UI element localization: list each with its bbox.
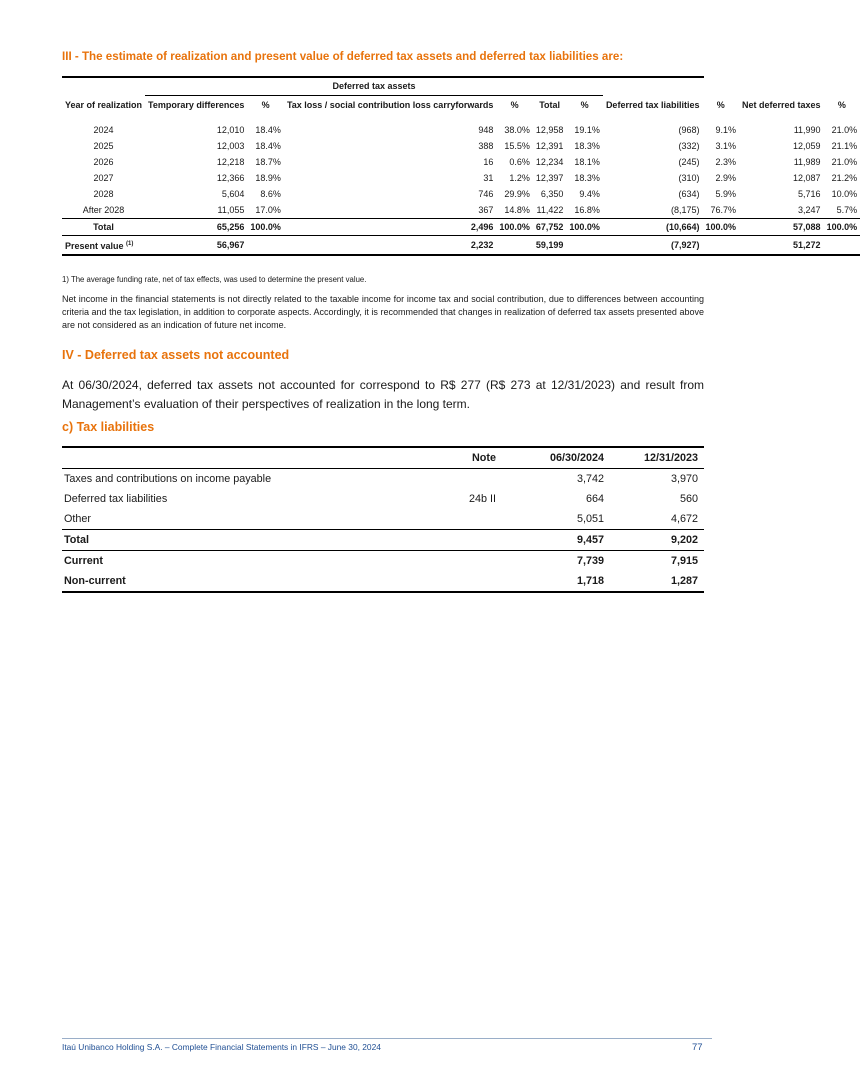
col-tax-loss: Tax loss / social contribution loss carryforwards [286,100,494,110]
col-pct: % [837,99,846,110]
cell: 388 [478,141,494,151]
col-date-1: 06/30/2024 [506,447,610,469]
cell: 9.4% [579,189,600,199]
cell: 18.3% [574,141,600,151]
row-label: Total [62,530,442,551]
cell: 18.3% [574,173,600,183]
header-blank [62,447,442,469]
deferred-tax-realization-table [62,76,860,256]
row-label: Other [64,513,92,525]
cell: 12,087 [793,173,821,183]
cell: 11,989 [793,157,821,167]
cell: 5,604 [221,189,245,199]
pv-label-text: Present value [65,241,124,251]
cell: 7,915 [610,551,704,572]
cell: 5.7% [836,205,858,215]
cell: 2,232 [284,236,496,256]
table-row [62,186,860,202]
cell: 18.1% [574,157,600,167]
col-temporary-differences: Temporary differences [148,100,245,110]
year-cell: 2027 [93,173,114,183]
table-row [62,138,860,154]
year-cell: 2025 [93,141,114,151]
total-row [62,530,704,551]
cell: 11,990 [793,125,821,135]
year-cell: 2026 [93,157,114,167]
cell: 12,397 [535,173,564,183]
col-deferred-tax-liabilities: Deferred tax liabilities [605,99,700,110]
row-label: Current [62,551,442,572]
cell: (7,927) [603,236,703,256]
cell: 3,247 [798,205,821,215]
cell [247,236,284,256]
cell: 4,672 [670,513,698,525]
year-cell: 2028 [93,189,114,199]
cell: 15.5% [504,141,530,151]
cell: 6,350 [540,189,564,199]
cell: 59,199 [533,236,567,256]
tax-liabilities-table [62,446,704,593]
cell [442,571,506,592]
cell: 21.0% [831,125,858,135]
col-pct: % [716,99,725,110]
row-label: Deferred tax liabilities [64,493,168,505]
cell: 18.7% [255,157,281,167]
cell: 12,366 [216,173,245,183]
cell [442,530,506,551]
col-total: Total [539,100,561,110]
cell: 17.0% [255,205,281,215]
cell: 100.0% [824,219,860,236]
footer-rule [62,1038,712,1039]
cell: 21.1% [831,141,858,151]
cell: 1.2% [509,173,530,183]
cell: 56,967 [145,236,247,256]
cell: 100.0% [566,219,603,236]
cell: 560 [679,493,698,505]
cell: 5.9% [715,189,737,199]
cell: 664 [585,493,604,505]
cell: 16.8% [574,205,600,215]
cell: 0.6% [509,157,530,167]
cell: 100.0% [247,219,284,236]
cell: 57,088 [739,219,824,236]
cell: 1,718 [506,571,610,592]
cell: 9.1% [715,125,737,135]
table-row [62,202,860,219]
cell: 12,218 [216,157,245,167]
cell [824,236,860,256]
cell: 948 [478,125,494,135]
cell: 3.1% [715,141,737,151]
cell: 19.1% [574,125,600,135]
cell: 2,496 [284,219,496,236]
table-row [62,154,860,170]
cell: 65,256 [145,219,247,236]
cell: 51,272 [739,236,824,256]
cell: 12,010 [216,125,245,135]
cell: 11,055 [217,205,245,215]
group-header-deferred-tax-assets: Deferred tax assets [145,76,603,96]
cell: 18.4% [255,141,281,151]
footnote-ref: (1) [126,241,134,247]
cell: 9,457 [506,530,610,551]
header-row [62,447,704,469]
total-row [62,219,860,236]
present-value-row [62,236,860,256]
cell: 12,958 [535,125,564,135]
col-pct: % [580,100,589,110]
footnote: 1) The average funding rate, net of tax effects, was used to determine the present value. [62,275,367,284]
cell: 1,287 [610,571,704,592]
cell: 100.0% [702,219,739,236]
present-value-label [62,236,145,256]
cell: (245) [678,157,700,167]
section-4-title: IV - Deferred tax assets not accounted [62,348,290,362]
cell: 5,716 [798,189,821,199]
cell: 24b II [468,493,496,505]
cell: 12,234 [535,157,564,167]
cell: (10,664) [603,219,703,236]
section-c-title: c) Tax liabilities [62,420,155,434]
cell: 367 [478,205,494,215]
cell: 31 [483,173,494,183]
row-label: Taxes and contributions on income payable [64,473,272,485]
cell: 12,003 [216,141,245,151]
total-label: Total [62,219,145,236]
cell: 18.9% [255,173,281,183]
col-net-deferred-taxes: Net deferred taxes [742,99,821,110]
cell: 100.0% [496,219,533,236]
cell: 2.9% [715,173,737,183]
col-pct: % [261,100,270,110]
cell [496,236,533,256]
cell: 2.3% [715,157,737,167]
cell [702,236,739,256]
table-body [62,469,704,530]
cell: 8.6% [260,189,281,199]
cell: 29.9% [504,189,530,199]
current-row [62,551,704,572]
section-3-title: III - The estimate of realization and present value of deferred tax assets and deferred tax liabilities are: [62,50,624,63]
table-row [62,170,860,186]
cell: 16 [483,157,494,167]
col-date-2: 12/31/2023 [610,447,704,469]
cell: 3,970 [670,473,698,485]
cell: 21.2% [831,173,858,183]
cell: 3,742 [576,473,604,485]
cell: (310) [678,173,700,183]
col-year: Year of realization [65,99,143,110]
cell: 9,202 [610,530,704,551]
cell: 746 [478,189,494,199]
cell [566,236,603,256]
year-cell: After 2028 [82,205,125,215]
cell: 12,391 [535,141,564,151]
cell: (332) [678,141,700,151]
cell: 18.4% [255,125,281,135]
cell [442,469,506,490]
cell: 11,422 [536,205,564,215]
cell: 14.8% [504,205,530,215]
cell: (634) [678,189,700,199]
table-body [62,117,860,219]
year-cell: 2024 [93,125,114,135]
cell: 10.0% [831,189,858,199]
row-label: Non-current [62,571,442,592]
cell [442,509,506,530]
noncurrent-row [62,571,704,592]
table-row [62,509,704,530]
col-pct: % [510,100,519,110]
cell: 12,059 [793,141,821,151]
cell: (8,175) [670,205,700,215]
cell: 76.7% [710,205,737,215]
cell: 7,739 [506,551,610,572]
cell: (968) [678,125,700,135]
section-4-text: At 06/30/2024, deferred tax assets not accounted for correspond to R$ 277 (R$ 273 at 12/31/2023) and result from Management’s evaluation of their perspectives of realization in the long term. [62,378,704,411]
cell: 67,752 [533,219,567,236]
col-note: Note [442,447,506,469]
table-row [62,469,704,490]
net-income-paragraph: Net income in the financial statements is not directly related to the taxable income for income tax and social contribution, due to differences between accounting criteria and the tax legislation, in addition to corporate aspects. Accordingly, it is recommended that changes in realization of deferred tax assets presented above are not considered as an indication of future net income. [62,294,704,330]
cell [442,551,506,572]
cell: 38.0% [504,125,530,135]
page-number: 77 [692,1042,703,1053]
cell: 5,051 [576,513,604,525]
table-row [62,117,860,138]
cell: 21.0% [831,157,858,167]
footer-text: Itaú Unibanco Holding S.A. – Complete Financial Statements in IFRS – June 30, 2024 [62,1042,381,1052]
table-row [62,489,704,509]
